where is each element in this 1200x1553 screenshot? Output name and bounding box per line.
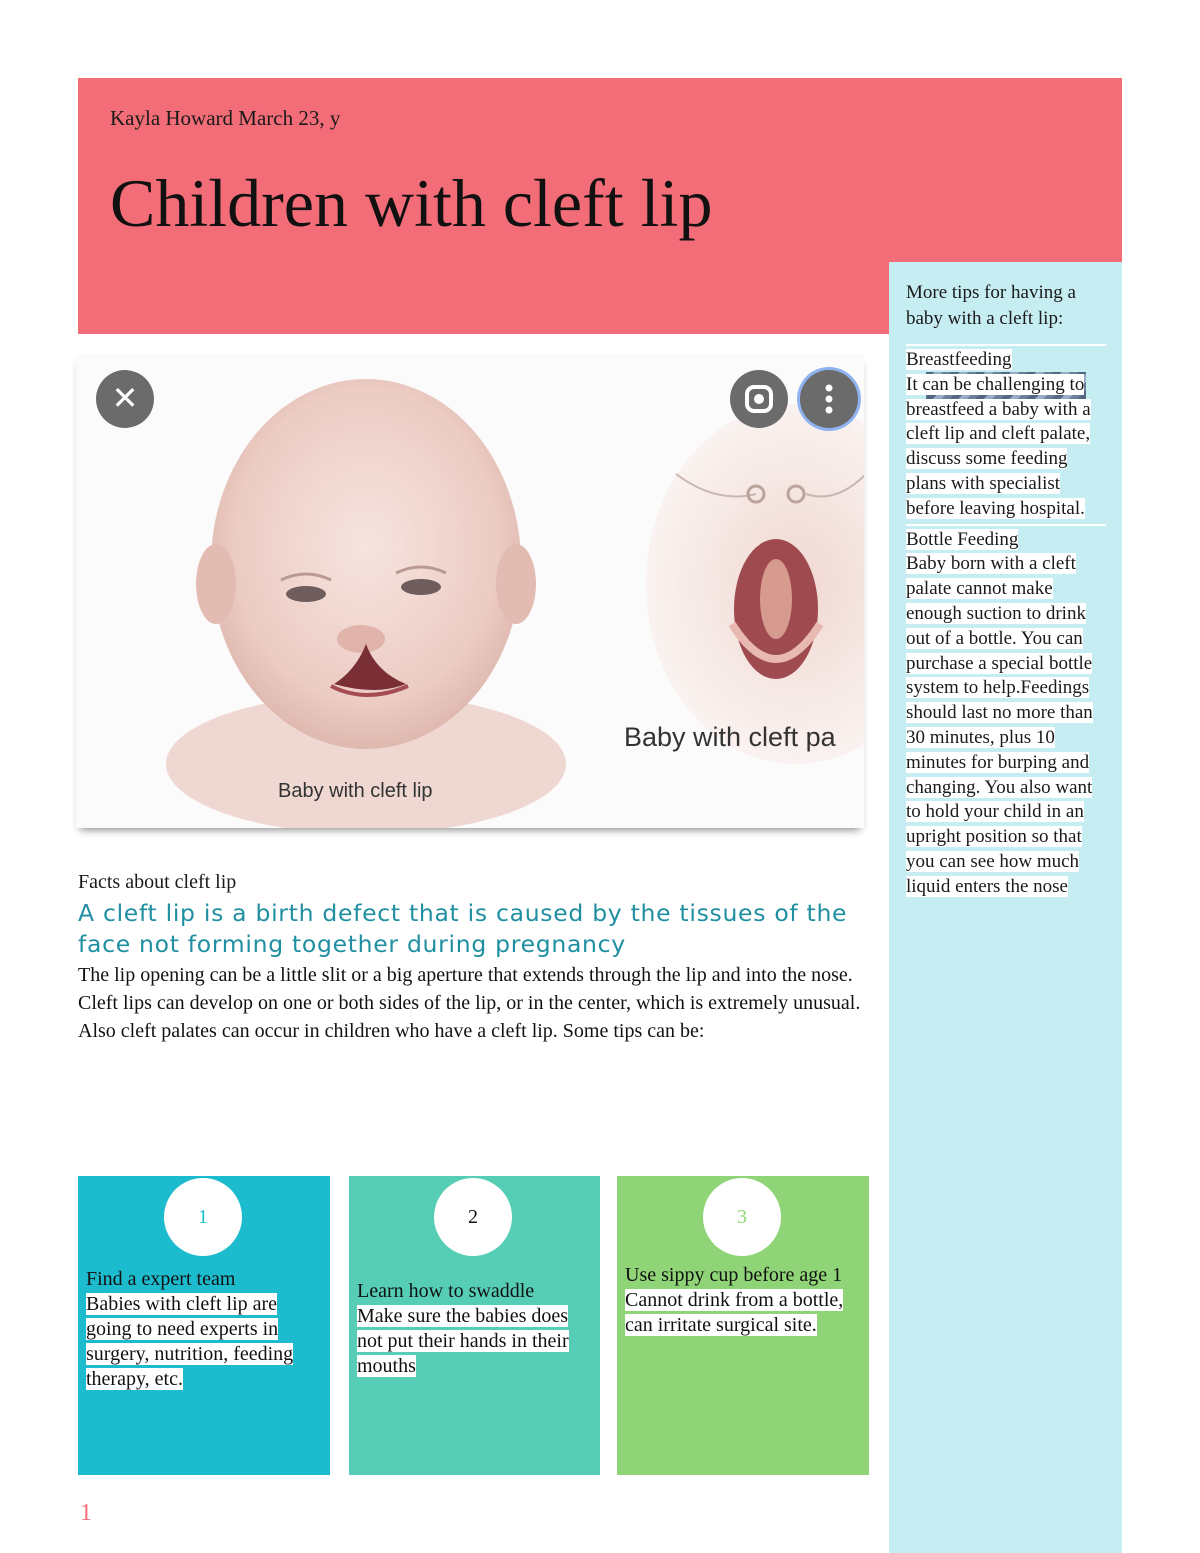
sidebar-body-bottle-feeding: Baby born with a cleft palate cannot make enough suction to drink out of a bottle. You can purchase a special bottle system to help.Feedings should last no more than 30 minutes, plus 10 minutes for burping and changing. You also want to hold your child in an upright position so that you can see how much liquid enters the nose (906, 553, 1093, 897)
sidebar-heading-bottle-feeding: Bottle Feeding (906, 528, 1019, 550)
tip-body: Make sure the babies does not put their hands in their mouths (357, 1305, 569, 1377)
tip-card-3 (617, 1176, 869, 1475)
close-icon[interactable]: ✕ (96, 370, 154, 428)
lens-search-icon[interactable] (730, 370, 788, 428)
page-title: Children with cleft lip (110, 165, 713, 241)
cleft-lip-illustration (76, 354, 864, 828)
sidebar-divider (906, 344, 1106, 346)
more-vertical-icon[interactable] (800, 370, 858, 428)
caption-cleft-lip: Baby with cleft lip (278, 780, 433, 802)
tip-number-circle: 1 (164, 1178, 242, 1256)
sidebar-heading-breastfeeding: Breastfeeding (906, 349, 1012, 370)
tip-title: Find a expert team (86, 1268, 236, 1290)
caption-cleft-palate: Baby with cleft pa (624, 722, 836, 752)
tip-title: Use sippy cup before age 1 (625, 1264, 843, 1286)
tip-body: Babies with cleft lip are going to need experts in surgery, nutrition, feeding therapy, etc. (86, 1293, 294, 1390)
sidebar-content (906, 280, 1106, 902)
tip-text (86, 1266, 318, 1392)
page-number: 1 (80, 1500, 92, 1526)
tip-text (625, 1262, 857, 1338)
facts-heading: A cleft lip is a birth defect that is caused by the tissues of the face not forming together during pregnancy (78, 899, 848, 958)
sidebar-intro: More tips for having a baby with a cleft lip: (906, 282, 1076, 329)
sidebar-body-breastfeeding: It can be challenging to breastfeed a baby with a cleft lip and cleft palate, discuss some feeding plans with specialist before leaving hospital. (906, 373, 1091, 519)
tip-card-2 (349, 1176, 600, 1475)
author-date-line: Kayla Howard March 23, y (110, 106, 341, 130)
tip-text (357, 1278, 589, 1379)
sidebar-divider (906, 524, 1106, 526)
tip-number-circle: 2 (434, 1178, 512, 1256)
facts-label: Facts about cleft lip (78, 871, 237, 893)
tip-number-circle: 3 (703, 1178, 781, 1256)
tip-body: Cannot drink from a bottle, can irritate surgical site. (625, 1289, 844, 1336)
tip-title: Learn how to swaddle (357, 1280, 535, 1302)
tip-card-1 (78, 1176, 330, 1475)
facts-body: The lip opening can be a little slit or a big aperture that extends through the lip and into the nose. Cleft lips can develop on one or both sides of the lip, or in the center, which is extremely unusual. Also cleft palates can occur in children who have a cleft lip. Some tips can be: (78, 964, 861, 1042)
